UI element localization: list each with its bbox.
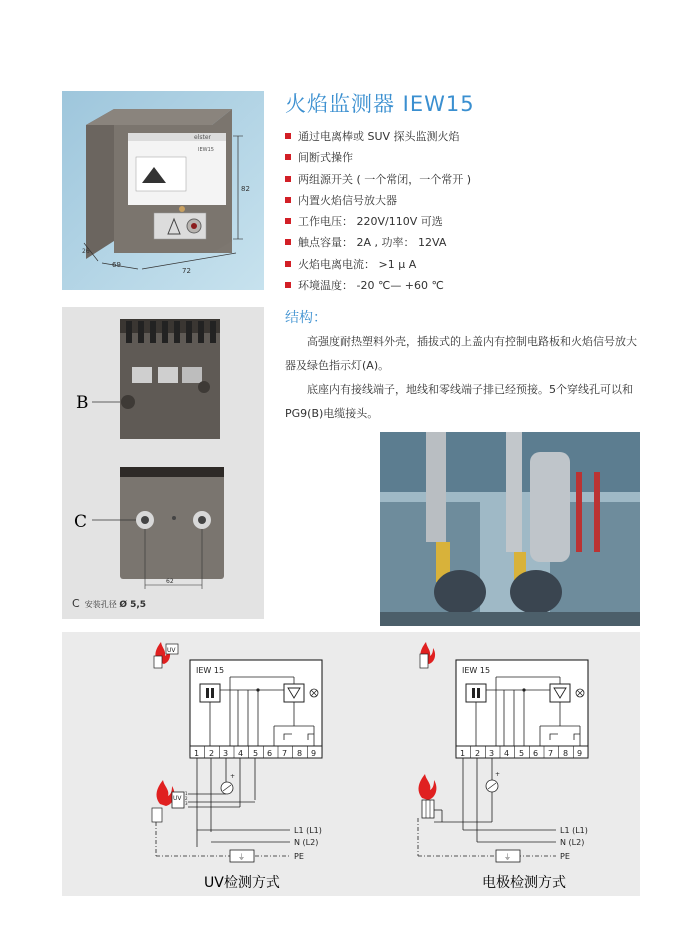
feature-item: 通过电离棒或 SUV 探头监测火焰 — [285, 126, 471, 147]
terminal-label: 1 — [460, 749, 466, 758]
feature-item: 火焰电离电流： >1 μ A — [285, 254, 471, 275]
terminal-label: 2 — [209, 749, 215, 758]
uv-wiring-diagram — [152, 642, 322, 891]
wiring-diagrams — [62, 632, 640, 896]
device-label: IEW 15 — [196, 666, 225, 675]
electrode-wiring-diagram — [418, 642, 588, 891]
terminal-label: 3 — [223, 749, 229, 758]
line-pe: PE — [560, 852, 570, 861]
structure-heading: 结构： — [285, 310, 327, 326]
installation-illustration — [380, 432, 640, 626]
product-illustration — [62, 91, 264, 290]
terminal-label: 4 — [504, 749, 510, 758]
label-model: IEW15 — [198, 147, 214, 153]
terminal-label: 8 — [297, 749, 303, 758]
sensor-pin: 3 — [185, 801, 188, 806]
terminal-label: 9 — [577, 749, 583, 758]
line-l1: L1 (L1) — [560, 826, 588, 835]
feature-item: 内置火焰信号放大器 — [285, 190, 471, 211]
label-c: C — [74, 512, 88, 532]
ground-icon: ⏚ — [504, 853, 511, 861]
dim-depth: 69 — [112, 261, 121, 269]
feature-list — [285, 126, 471, 296]
bullet-square-icon — [285, 261, 291, 267]
product-title: 火焰监测器 IEW15 — [285, 92, 475, 116]
ground-icon: ⏚ — [238, 853, 245, 861]
label-brand: elster — [194, 134, 211, 141]
uv-diagram-caption: UV检测方式 — [204, 875, 280, 891]
structure-paragraph-1: 高强度耐热塑料外壳，插拔式的上盖内有控制电路板和火焰信号放大器及绿色指示灯(A)。 — [285, 335, 637, 372]
bullet-square-icon — [285, 154, 291, 160]
label-b: B — [76, 393, 89, 413]
line-l1: L1 (L1) — [294, 826, 322, 835]
bullet-square-icon — [285, 133, 291, 139]
feature-item: 环境温度： -20 ℃— +60 ℃ — [285, 275, 471, 296]
terminal-label: 6 — [267, 749, 273, 758]
meter-plus: + — [495, 771, 501, 778]
terminal-label: 3 — [489, 749, 495, 758]
terminal-label: 1 — [194, 749, 200, 758]
bullet-square-icon — [285, 176, 291, 182]
bullet-square-icon — [285, 282, 291, 288]
structure-paragraph-2: 底座内有接线端子，地线和零线端子排已经预接。5个穿线孔可以和PG9(B)电缆接头。 — [285, 383, 633, 420]
base-illustration — [62, 307, 264, 619]
terminal-label: 5 — [519, 749, 525, 758]
terminal-label: 8 — [563, 749, 569, 758]
dim-height: 82 — [241, 185, 250, 193]
base-photo-panel — [62, 307, 264, 619]
line-n: N (L2) — [294, 838, 319, 847]
bullet-square-icon — [285, 218, 291, 224]
dim-side: 26 — [82, 248, 90, 255]
terminal-label: 6 — [533, 749, 539, 758]
terminal-label: 7 — [548, 749, 554, 758]
terminal-label: 7 — [282, 749, 288, 758]
device-label: IEW 15 — [462, 666, 491, 675]
terminal-label: 9 — [311, 749, 317, 758]
installation-photo — [380, 432, 640, 626]
terminal-label: 4 — [238, 749, 244, 758]
electrode-diagram-caption: 电极检测方式 — [482, 875, 566, 891]
feature-item: 两组源开关 ( 一个常闭，一个常开 ) — [285, 169, 471, 190]
feature-item: 间断式操作 — [285, 147, 471, 168]
line-n: N (L2) — [560, 838, 585, 847]
terminal-label: 5 — [253, 749, 259, 758]
product-photo — [62, 91, 264, 290]
feature-item: 触点容量： 2A , 功率： 12VA — [285, 232, 471, 253]
sensor-uv-top: UV — [167, 647, 176, 654]
bullet-square-icon — [285, 239, 291, 245]
meter-plus: + — [230, 773, 236, 780]
feature-item: 工作电压： 220V/110V 可选 — [285, 211, 471, 232]
wiring-panel — [62, 632, 640, 896]
sensor-pin: 2 — [185, 796, 188, 801]
flame-icon — [419, 774, 437, 800]
dim-hole-spacing: 62 — [166, 578, 174, 585]
terminal-label: 2 — [475, 749, 481, 758]
sensor-uv: UV — [173, 795, 182, 802]
mounting-hole-caption: C 安装孔径 Ø 5,5 — [72, 597, 147, 610]
dim-width: 72 — [182, 267, 191, 275]
bullet-square-icon — [285, 197, 291, 203]
line-pe: PE — [294, 852, 304, 861]
sensor-pin: 1 — [185, 791, 188, 796]
